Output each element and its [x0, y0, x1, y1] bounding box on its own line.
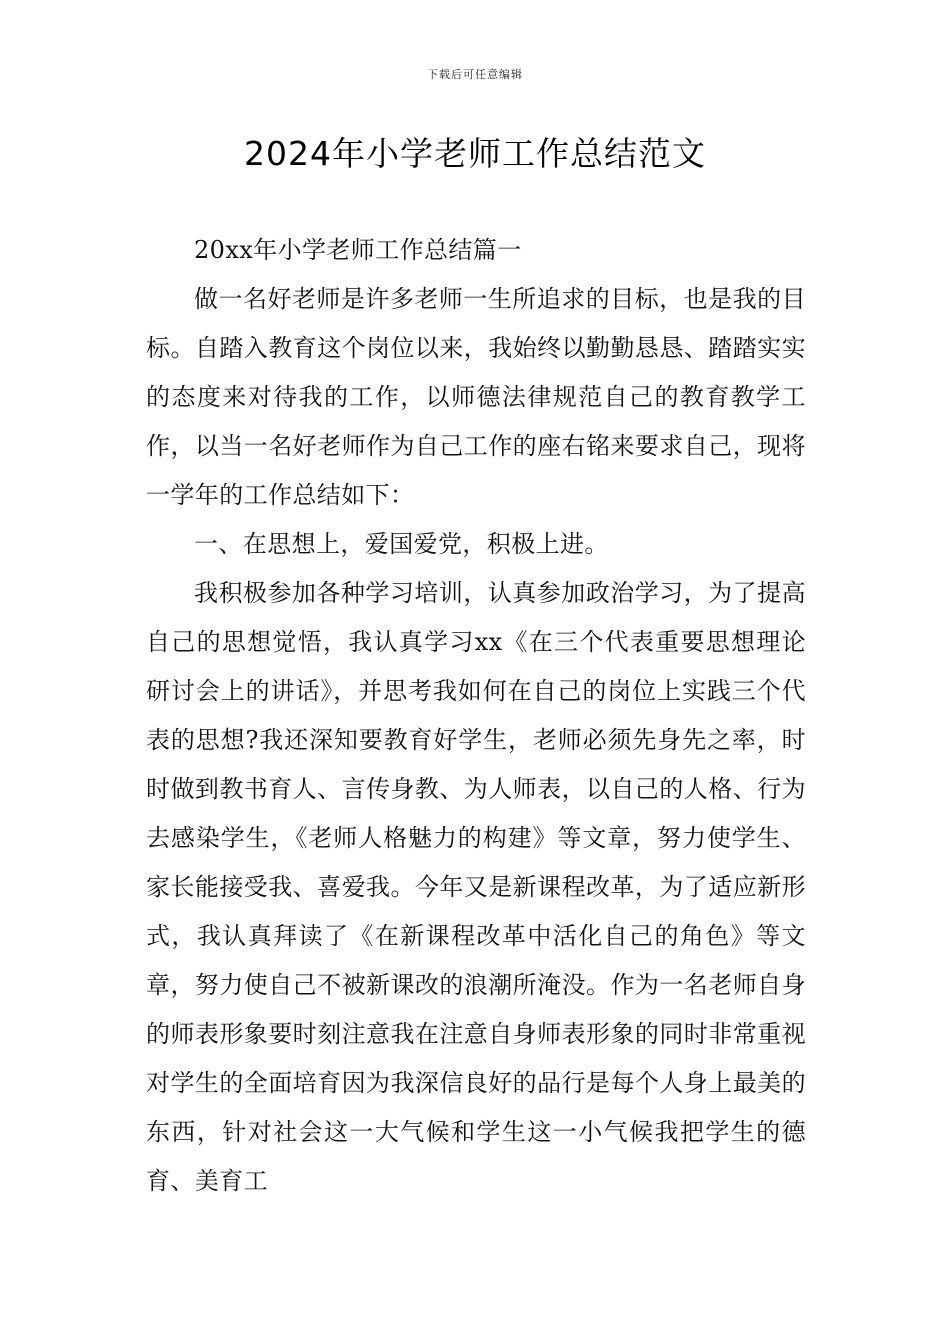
document-title: 2024年小学老师工作总结范文 — [244, 134, 706, 173]
section-heading: 20xx年小学老师工作总结篇一 — [194, 236, 522, 264]
paragraph: 我积极参加各种学习培训，认真参加政治学习，为了提高自己的思想觉悟，我认真学习xx《在三个代表重要思想理论研讨会上的讲话》，并思考我如何在自己的岗位上实践三个代表的思想?我还深知要教育好学生，老师必须先身先之率，时时做到教书育人、言传身教、为人师表，以自己的人格、行为去感染学生，《老师人格魅力的构建》等文章，努力使学生、家长能接受我、喜爱我。今年又是新课程改革，为了适应新形式，我认真拜读了《在新课程改革中活化自己的角色》等文章，努力使自己不被新课改的浪潮所淹没。作为一名老师自身的师表形象要时刻注意我在注意自身师表形象的同时非常重视对学生的全面培育因为我深信良好的品行是每个人身上最美的东西，针对社会这一大气候和学生这一小气候我把学生的德育、美育工 — [146, 579, 806, 1195]
paragraph: 做一名好老师是许多老师一生所追求的目标，也是我的目标。自踏入教育这个岗位以来，我始终以勤勤恳恳、踏踏实实的态度来对待我的工作，以师德法律规范自己的教育教学工作，以当一名好老师作为自己工作的座右铭来要求自己，现将一学年的工作总结如下： — [146, 285, 806, 509]
document-body — [146, 226, 806, 1206]
header-note: 下载后可任意编辑 — [427, 68, 523, 81]
section-heading: 一、在思想上，爱国爱党，积极上进。 — [194, 530, 609, 558]
